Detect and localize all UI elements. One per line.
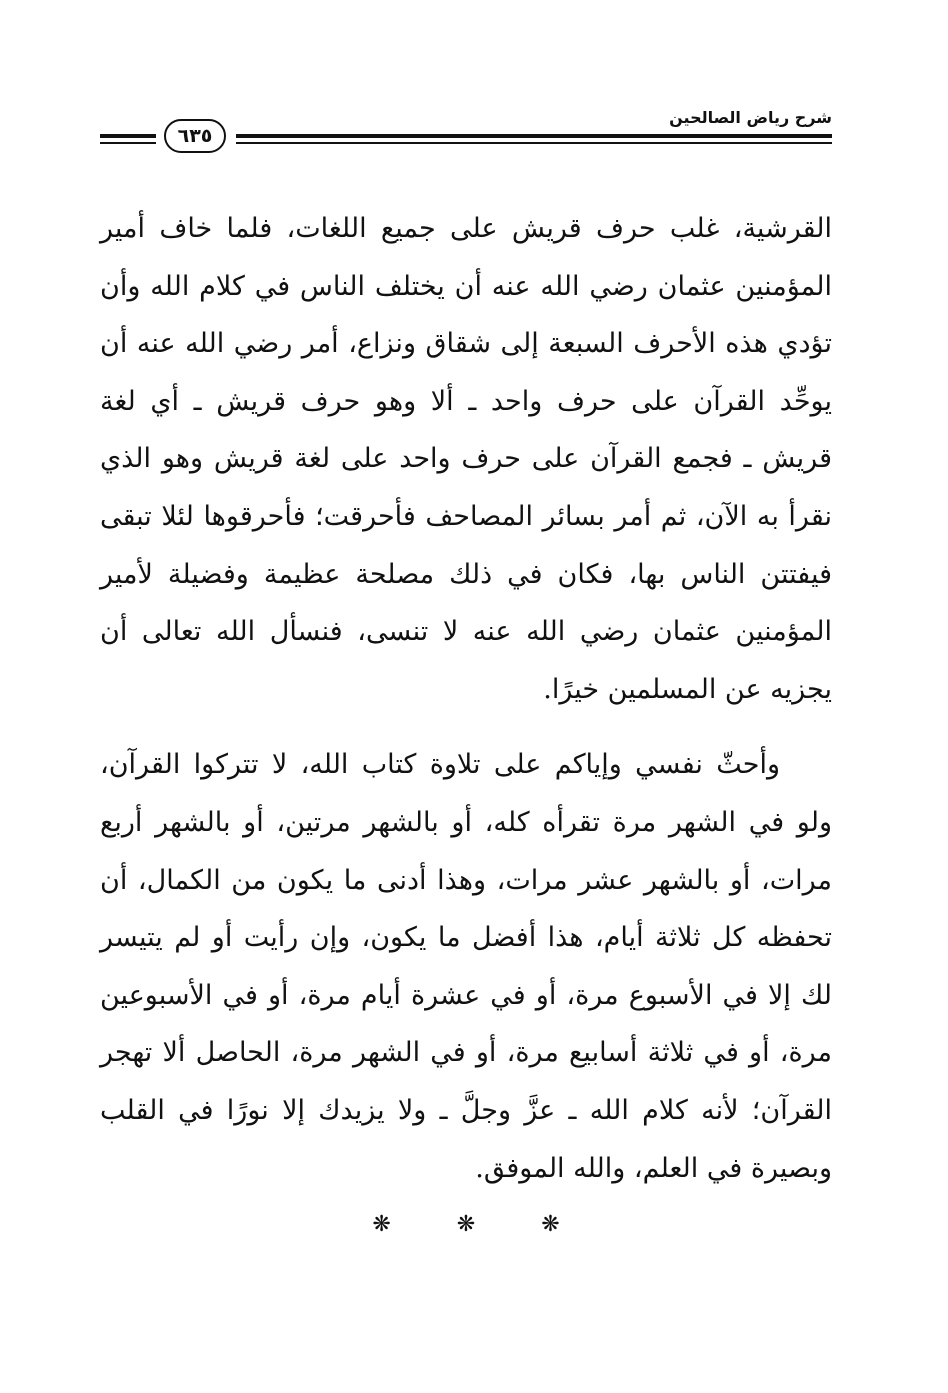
asterism-icon: ❋ (456, 1212, 476, 1237)
body-text (100, 200, 832, 1197)
paragraph-1: القرشية، غلب حرف قريش على جميع اللغات، فلما خاف أمير المؤمنين عثمان رضي الله عنه أن يختلف الناس في كلام الله وأن تؤدي هذه الأحرف السبعة إلى شقاق ونزاع، أمر رضي الله عنه أن يوحِّد القرآن على حرف واحد ـ ألا وهو حرف قريش ـ أي لغة قريش ـ فجمع القرآن على حرف واحد على لغة قريش وهو الذي نقرأ به الآن، ثم أمر بسائر المصاحف فأحرقت؛ فأحرقوها لئلا تبقى فيفتتن الناس بها، فكان في ذلك مصلحة عظيمة وفضيلة لأمير المؤمنين عثمان رضي الله عنه لا تنسى، فنسأل الله تعالى أن يجزيه عن المسلمين خيرًا. (100, 213, 832, 705)
section-separator (100, 1210, 832, 1240)
asterism-icon: ❋ (541, 1212, 560, 1237)
page-header (100, 100, 832, 160)
header-rule-right (236, 134, 832, 138)
paragraph-2: وأحثّ نفسي وإياكم على تلاوة كتاب الله، لا تتركوا القرآن، ولو في الشهر مرة تقرأه كله، أو بالشهر مرتين، أو بالشهر أربع مرات، أو بالشهر عشر مرات، وهذا أدنى ما يكون من الكمال، أن تحفظه كل ثلاثة أيام، هذا أفضل ما يكون، وإن رأيت أو لم يتيسر لك إلا في الأسبوع مرة، أو في عشرة أيام مرة، أو في الأسبوعين مرة، أو في ثلاثة أسابيع مرة، أو في الشهر مرة، الحاصل ألا تهجر القرآن؛ لأنه كلام الله ـ عزَّ وجلَّ ـ ولا يزيدك إلا نورًا في القلب وبصيرة في العلم، والله الموفق. (100, 749, 832, 1184)
page-number: ٦٣٥ (164, 119, 226, 153)
running-title: شرح رياض الصالحين (669, 108, 832, 127)
header-rule-left (100, 134, 156, 138)
asterism-icon: ❋ (372, 1212, 391, 1237)
